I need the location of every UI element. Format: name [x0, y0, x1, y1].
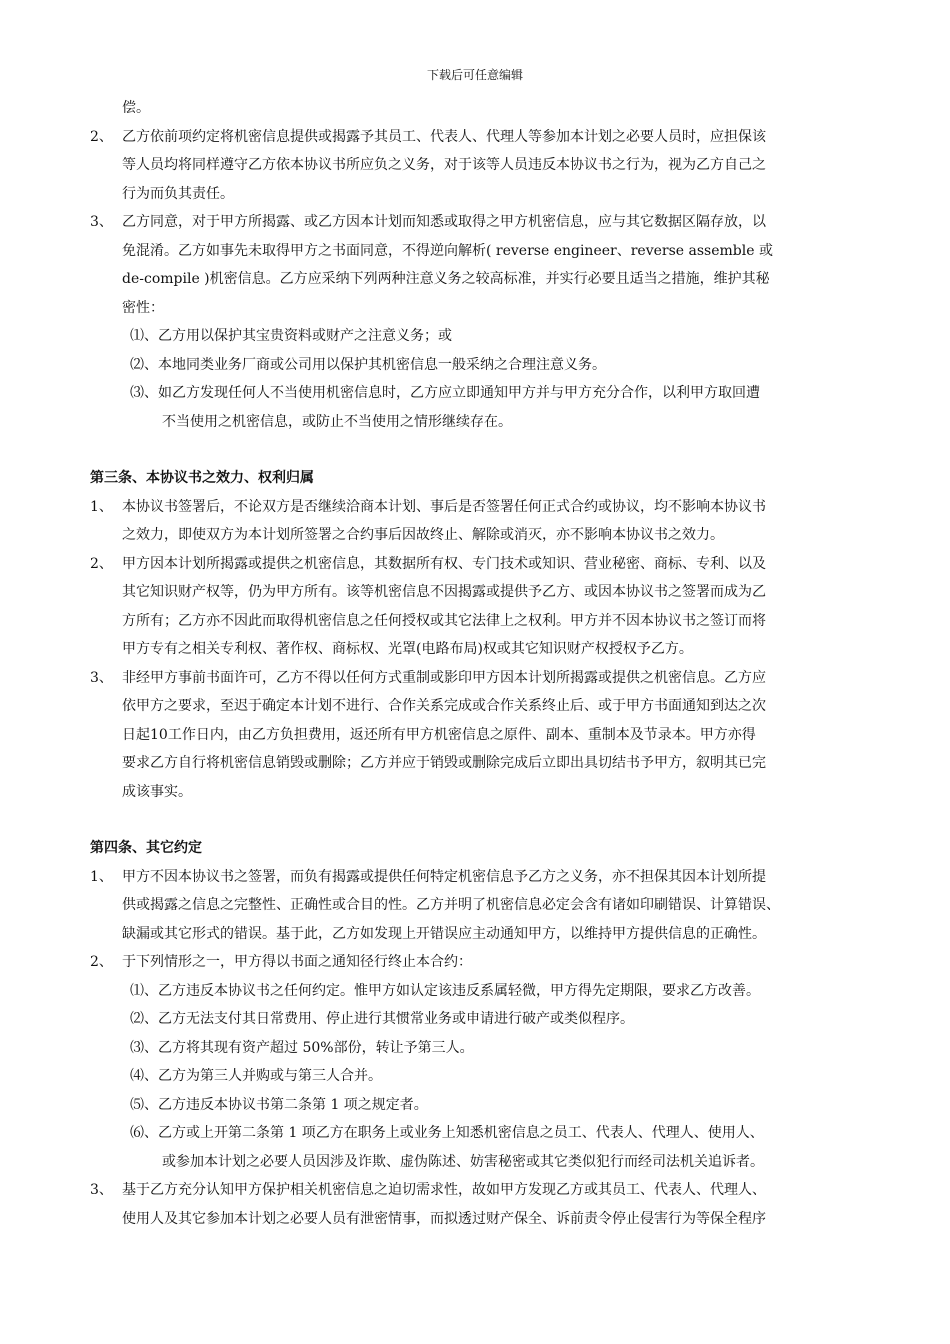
list-item-4-1 [90, 863, 870, 949]
sub-item: ⑶、如乙方发现任何人不当使用机密信息时，乙方应立即通知甲方并与甲方充分合作，以利甲方取回遭 [130, 385, 760, 401]
paragraph-line: 其它知识财产权等，仍为甲方所有。该等机密信息不因揭露或提供予乙方、或因本协议书之签署而成为乙 [122, 584, 766, 600]
paragraph-line: 缺漏或其它形式的错误。基于此，乙方如发现上开错误应主动通知甲方，以维持甲方提供信息的正确性。 [122, 925, 766, 942]
sub-item: ⑵、本地同类业务厂商或公司用以保护其机密信息一般采纳之合理注意义务。 [130, 356, 606, 373]
sub-item: ⑸、乙方违反本协议书第二条第 1 项之规定者。 [130, 1096, 428, 1113]
sub-item: ⑴、乙方违反本协议书之任何约定。惟甲方如认定该违反系属轻微，甲方得先定期限，要求乙方改善。 [130, 982, 760, 999]
paragraph-line: de-compile )机密信息。乙方应采纳下列两种注意义务之较高标准，并实行必要且适当之措施，维护其秘 [122, 271, 770, 287]
paragraph-line: 乙方同意，对于甲方所揭露、或乙方因本计划而知悉或取得之甲方机密信息，应与其它数据区隔存放，以 [122, 214, 766, 230]
paragraph-line: 于下列情形之一，甲方得以书面之通知径行终止本合约： [122, 954, 472, 970]
paragraph-line: 甲方不因本协议书之签署，而负有揭露或提供任何特定机密信息予乙方之义务，亦不担保其因本计划所提 [122, 868, 766, 885]
paragraph-line: 等人员均将同样遵守乙方依本协议书所应负之义务，对于该等人员违反本协议书之行为，视为乙方自己之 [122, 157, 766, 173]
section-title: 第四条、其它约定 [90, 840, 202, 856]
paragraph-line: 基于乙方充分认知甲方保护相关机密信息之迫切需求性，故如甲方发现乙方或其员工、代表人、代理人、 [122, 1182, 766, 1198]
paragraph-line: 方所有；乙方亦不因此而取得机密信息之任何授权或其它法律上之权利。甲方并不因本协议书之签订而将 [122, 612, 766, 629]
page-header: 下载后可任意编辑 [426, 68, 523, 82]
sub-item: ⑶、乙方将其现有资产超过 50%部份，转让予第三人。 [130, 1039, 474, 1056]
paragraph-line: 本协议书签署后，不论双方是否继续洽商本计划、事后是否签署任何正式合约或协议，均不影响本协议书 [122, 498, 766, 515]
paragraph-line: 使用人及其它参加本计划之必要人员有泄密情事，而拟透过财产保全、诉前责令停止侵害行为等保全程序 [122, 1210, 766, 1227]
item-number: 2、 [90, 555, 113, 572]
paragraph-line: 供或揭露之信息之完整性、正确性或合目的性。乙方并明了机密信息必定会含有诸如印刷错误、计算错误、 [122, 897, 780, 913]
paragraph-line: 依甲方之要求，至迟于确定本计划不进行、合作关系完成或合作关系终止后、或于甲方书面通知到达之次 [122, 698, 766, 714]
section-title: 第三条、本协议书之效力、权利归属 [90, 470, 314, 486]
item-number: 1、 [90, 868, 113, 885]
paragraph-line: 行为而负其责任。 [122, 185, 234, 202]
list-item-4-3 [90, 1176, 870, 1233]
paragraph-line: 成该事实。 [122, 783, 192, 800]
paragraph-line: 之效力，即使双方为本计划所签署之合约事后因故终止、解除或消灭，亦不影响本协议书之效力。 [122, 527, 724, 543]
item-number: 3、 [90, 1182, 113, 1198]
list-item-2-2 [90, 123, 870, 209]
paragraph-line: 非经甲方事前书面许可，乙方不得以任何方式重制或影印甲方因本计划所揭露或提供之机密信息。乙方应 [122, 669, 766, 686]
item-number: 2、 [90, 128, 113, 145]
paragraph-line: 日起10工作日内，由乙方负担费用，返还所有甲方机密信息之原件、副本、重制本及节录本。甲方亦得 [122, 726, 756, 743]
item-number: 3、 [90, 214, 113, 230]
list-item-3-3 [90, 664, 870, 807]
sub-item: ⑷、乙方为第三人并购或与第三人合并。 [130, 1068, 382, 1084]
sub-item: ⑵、乙方无法支付其日常费用、停止进行其惯常业务或申请进行破产或类似程序。 [130, 1011, 634, 1027]
paragraph-line: 甲方因本计划所揭露或提供之机密信息，其数据所有权、专门技术或知识、营业秘密、商标、专利、以及 [122, 555, 766, 572]
sub-item: ⑴、乙方用以保护其宝贵资料或财产之注意义务；或 [130, 328, 452, 344]
list-item-4-2 [90, 948, 870, 1176]
sub-item: ⑹、乙方或上开第二条第 1 项乙方在职务上或业务上知悉机密信息之员工、代表人、代理人、使用人、 [130, 1125, 764, 1141]
paragraph-line: 要求乙方自行将机密信息销毁或删除；乙方并应于销毁或删除完成后立即出具切结书予甲方，叙明其已完 [122, 755, 766, 771]
list-item-3-2 [90, 550, 870, 664]
list-item-2-3 [90, 208, 870, 436]
paragraph-line: 密性： [122, 299, 164, 316]
paragraph-line: 乙方依前项约定将机密信息提供或揭露予其员工、代表人、代理人等参加本计划之必要人员时，应担保该 [122, 128, 766, 145]
item-number: 1、 [90, 498, 113, 515]
sub-item-continuation: 或参加本计划之必要人员因涉及诈欺、虚伪陈述、妨害秘密或其它类似犯行而经司法机关追诉者。 [162, 1153, 764, 1170]
document-body [90, 94, 870, 1233]
item-number: 3、 [90, 669, 113, 686]
paragraph-line: 免混淆。乙方如事先未取得甲方之书面同意，不得逆向解析( reverse engineer、reverse assemble 或 [122, 242, 773, 259]
paragraph-line: 偿。 [122, 100, 150, 116]
paragraph-line: 甲方专有之相关专利权、著作权、商标权、光罩(电路布局)权或其它知识财产权授权予乙方。 [122, 641, 693, 657]
list-item-3-1 [90, 493, 870, 550]
item-number: 2、 [90, 954, 113, 970]
sub-item-continuation: 不当使用之机密信息，或防止不当使用之情形继续存在。 [162, 413, 512, 430]
